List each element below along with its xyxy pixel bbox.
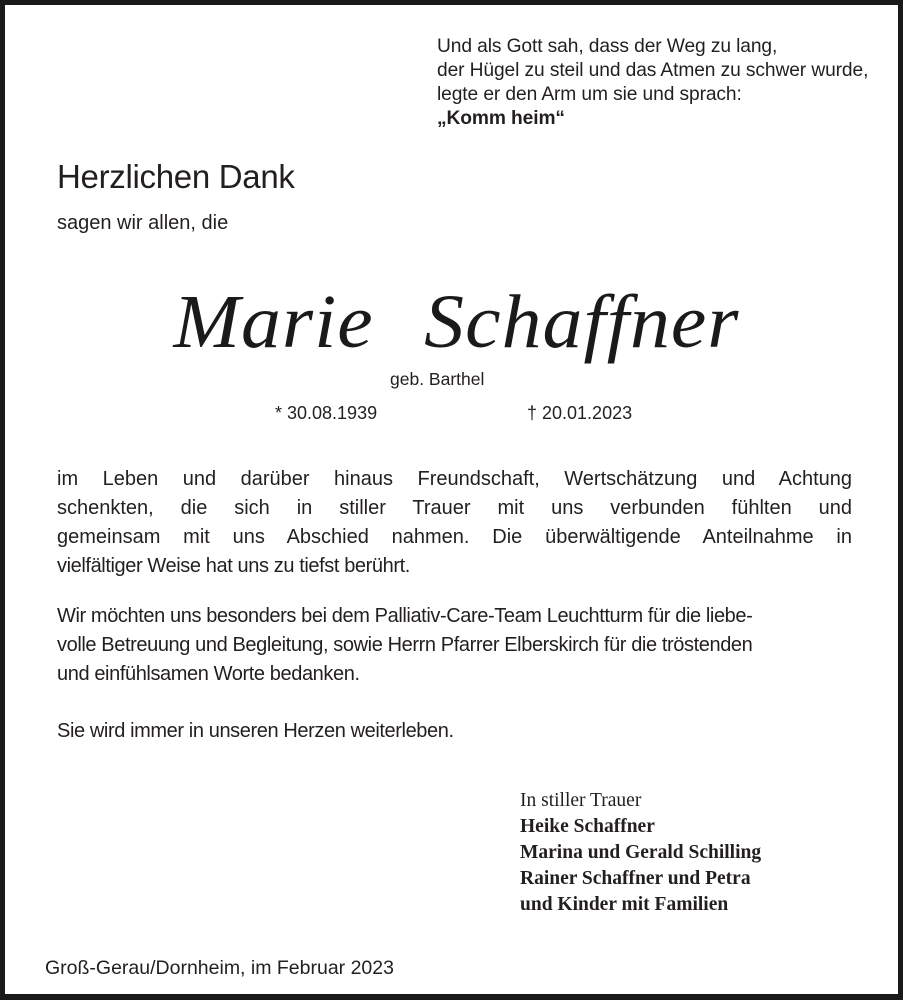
signature-block <box>520 788 761 918</box>
mourner-name: Heike Schaffner <box>520 816 655 837</box>
thanks-paragraph-2 <box>57 602 852 689</box>
paragraph-line: im Leben und darüber hinaus Freundschaft, Wertschätzung und Achtung <box>57 468 852 490</box>
paragraph-line: Wir möchten uns besonders bei dem Palliativ-Care-Team Leuchtturm für die liebe- <box>57 605 753 627</box>
deceased-first-name: Marie <box>173 280 374 364</box>
poem-block <box>437 35 868 131</box>
deceased-name <box>0 277 903 367</box>
deceased-last-name: Schaffner <box>424 280 740 364</box>
poem-line: der Hügel zu steil und das Atmen zu schwer wurde, <box>437 60 869 81</box>
maiden-name: geb. Barthel <box>390 369 485 389</box>
death-date: † 20.01.2023 <box>527 403 633 423</box>
poem-line: Und als Gott sah, dass der Weg zu lang, <box>437 36 778 57</box>
thanks-subtitle: sagen wir allen, die <box>57 212 229 234</box>
thanks-paragraph-1 <box>57 465 852 581</box>
place-and-date: Groß-Gerau/Dornheim, im Februar 2023 <box>45 957 394 979</box>
poem-line: legte er den Arm um sie und sprach: <box>437 84 742 105</box>
paragraph-line: gemeinsam mit uns Abschied nahmen. Die überwältigende Anteilnahme in <box>57 526 852 548</box>
thanks-paragraph-3: Sie wird immer in unseren Herzen weiterleben. <box>57 720 454 742</box>
signature-lead: In stiller Trauer <box>520 790 642 811</box>
paragraph-line: und einfühlsamen Worte bedanken. <box>57 663 360 685</box>
poem-quote: „Komm heim“ <box>437 108 565 129</box>
paragraph-line: vielfältiger Weise hat uns zu tiefst berührt. <box>57 555 410 577</box>
mourner-name: Rainer Schaffner und Petra <box>520 868 751 889</box>
paragraph-line: schenkten, die sich in stiller Trauer mit uns verbunden fühlten und <box>57 497 852 519</box>
mourner-name: Marina und Gerald Schilling <box>520 842 762 863</box>
birth-date: * 30.08.1939 <box>275 403 378 423</box>
mourner-name: und Kinder mit Familien <box>520 894 729 915</box>
paragraph-line: volle Betreuung und Begleitung, sowie Herrn Pfarrer Elberskirch für die tröstenden <box>57 634 753 656</box>
thanks-heading: Herzlichen Dank <box>57 158 295 195</box>
